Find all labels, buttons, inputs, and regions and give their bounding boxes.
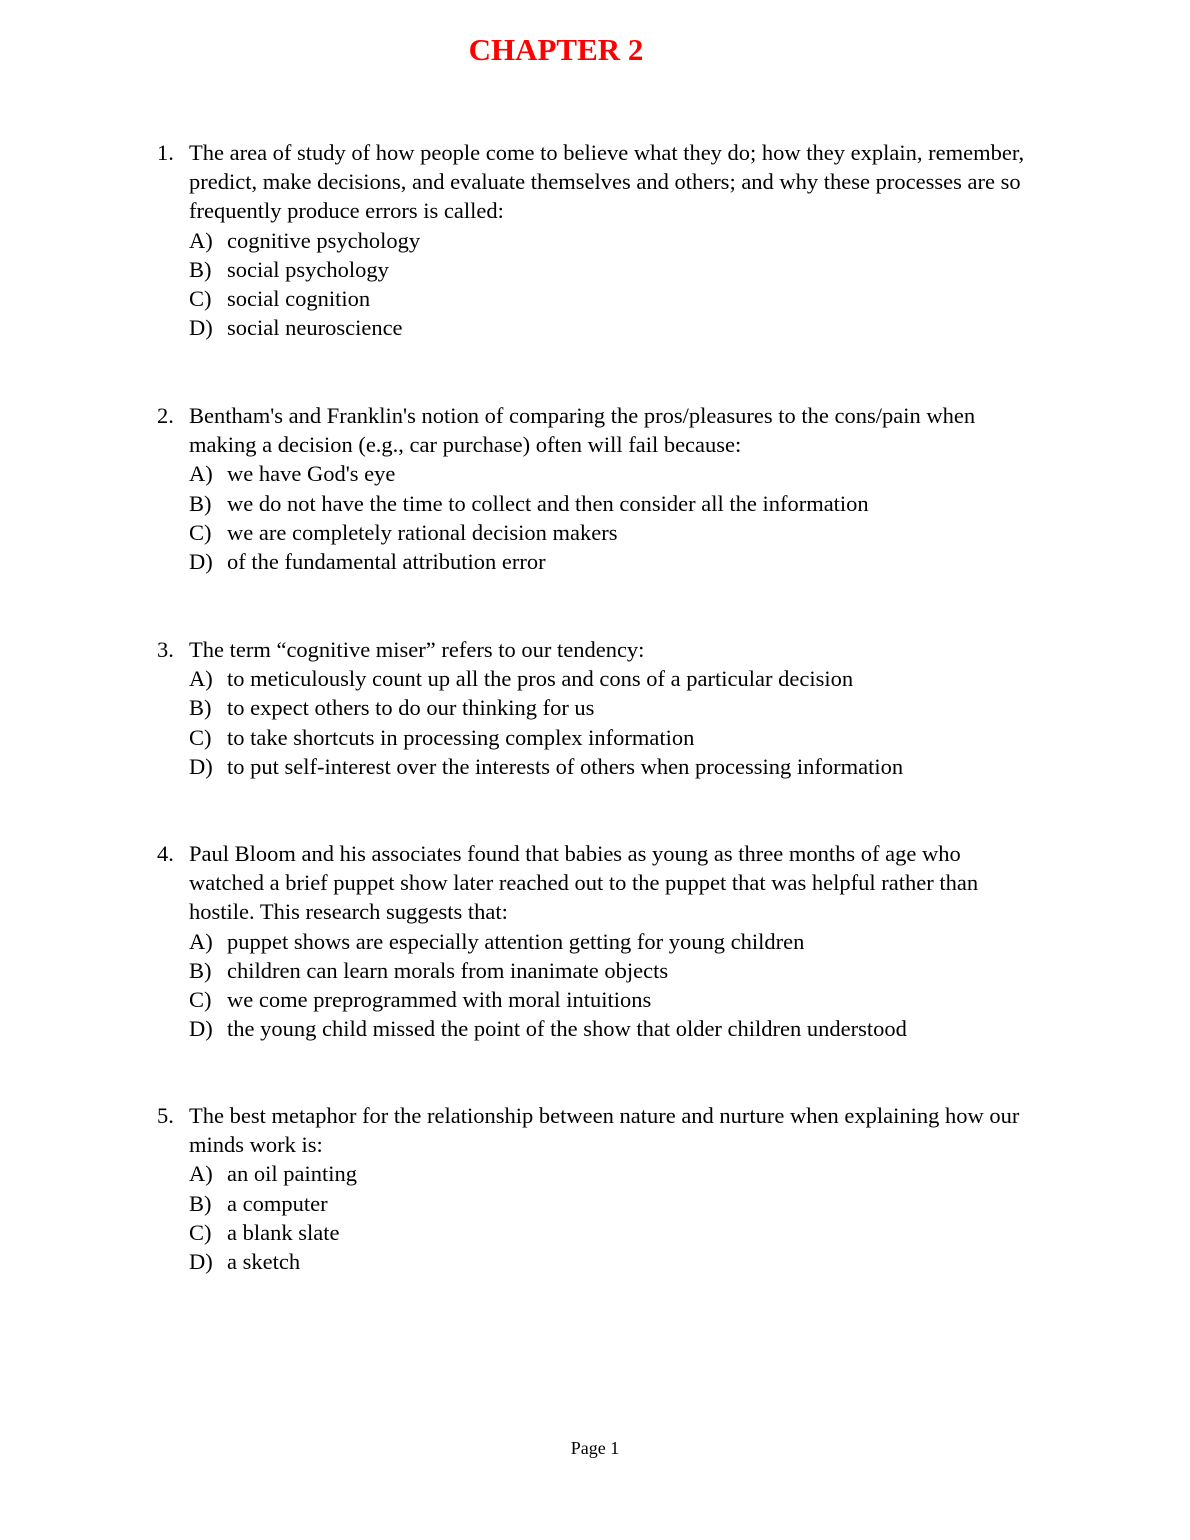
question-text: The area of study of how people come to believe what they do; how they explain, remember, predict, make decisions, and evaluate themselves and others; and why these processes are so frequently produce errors is called: <box>189 140 1025 224</box>
answer-option <box>189 752 1037 781</box>
option-text: to take shortcuts in processing complex information <box>227 724 695 750</box>
option-letter: D) <box>189 315 213 341</box>
option-letter: A) <box>189 1161 213 1187</box>
answer-option <box>189 547 1037 576</box>
option-text: a computer <box>227 1190 328 1216</box>
question-text: The best metaphor for the relationship between nature and nurture when explaining how our minds work is: <box>189 1103 1020 1158</box>
answer-option <box>189 1247 1037 1276</box>
answer-option <box>189 1159 1037 1188</box>
option-letter: B) <box>189 695 212 721</box>
option-text: an oil painting <box>227 1161 357 1187</box>
answer-option <box>189 956 1037 985</box>
question-stem <box>157 401 1037 459</box>
question-1 <box>157 138 1037 342</box>
option-text: a blank slate <box>227 1219 340 1245</box>
question-number: 3. <box>157 637 174 662</box>
question-3 <box>157 635 1037 781</box>
option-letter: B) <box>189 957 212 983</box>
option-letter: B) <box>189 1190 212 1216</box>
question-stem <box>157 635 1037 664</box>
question-text: Paul Bloom and his associates found that babies as young as three months of age who watched a brief puppet show later reached out to the puppet that was helpful rather than hostile. This research suggests that: <box>189 841 979 925</box>
option-letter: B) <box>189 490 212 516</box>
chapter-title: CHAPTER 2 <box>468 32 644 67</box>
question-stem <box>157 138 1037 226</box>
option-letter: D) <box>189 753 213 779</box>
option-text: we have God's eye <box>227 461 396 487</box>
option-letter: C) <box>189 1219 212 1245</box>
option-text: social neuroscience <box>227 315 403 341</box>
option-letter: A) <box>189 928 213 954</box>
answer-option <box>189 723 1037 752</box>
answer-option <box>189 927 1037 956</box>
answer-option <box>189 1014 1037 1043</box>
option-text: we are completely rational decision makers <box>227 519 618 545</box>
question-number: 2. <box>157 403 174 428</box>
answer-option <box>189 518 1037 547</box>
question-2 <box>157 401 1037 576</box>
option-letter: A) <box>189 666 213 692</box>
answer-option <box>189 284 1037 313</box>
option-letter: D) <box>189 1249 213 1275</box>
option-text: cognitive psychology <box>227 227 421 253</box>
option-letter: C) <box>189 987 212 1013</box>
option-letter: C) <box>189 286 212 312</box>
option-text: the young child missed the point of the show that older children understood <box>227 1016 907 1042</box>
page-number: Page 1 <box>570 1438 620 1458</box>
option-text: social psychology <box>227 256 389 282</box>
answer-option <box>189 1218 1037 1247</box>
option-letter: A) <box>189 461 213 487</box>
question-4 <box>157 839 1037 1043</box>
answer-option <box>189 459 1037 488</box>
option-text: a sketch <box>227 1249 301 1275</box>
option-letter: A) <box>189 227 213 253</box>
answer-option <box>189 985 1037 1014</box>
question-number: 5. <box>157 1103 174 1128</box>
option-letter: B) <box>189 256 212 282</box>
option-text: to meticulously count up all the pros and cons of a particular decision <box>227 666 854 692</box>
question-stem <box>157 1101 1037 1159</box>
question-text: Bentham's and Franklin's notion of comparing the pros/pleasures to the cons/pain when making a decision (e.g., car purchase) often will fail because: <box>189 403 976 458</box>
option-letter: D) <box>189 549 213 575</box>
option-letter: C) <box>189 519 212 545</box>
answer-option <box>189 313 1037 342</box>
question-5 <box>157 1101 1037 1276</box>
answer-option <box>189 489 1037 518</box>
option-text: we do not have the time to collect and then consider all the information <box>227 490 869 516</box>
option-letter: D) <box>189 1016 213 1042</box>
option-text: social cognition <box>227 286 371 312</box>
option-letter: C) <box>189 724 212 750</box>
option-text: to put self-interest over the interests of others when processing information <box>227 753 904 779</box>
answer-option <box>189 693 1037 722</box>
question-stem <box>157 839 1037 927</box>
answer-option <box>189 664 1037 693</box>
answer-option <box>189 255 1037 284</box>
option-text: we come preprogrammed with moral intuitions <box>227 987 652 1013</box>
question-number: 4. <box>157 841 174 866</box>
option-text: puppet shows are especially attention getting for young children <box>227 928 805 954</box>
answer-option <box>189 1189 1037 1218</box>
option-text: to expect others to do our thinking for us <box>227 695 595 721</box>
question-text: The term “cognitive miser” refers to our tendency: <box>189 637 645 662</box>
question-number: 1. <box>157 140 174 165</box>
option-text: children can learn morals from inanimate objects <box>227 957 669 983</box>
option-text: of the fundamental attribution error <box>227 549 546 575</box>
answer-option <box>189 226 1037 255</box>
